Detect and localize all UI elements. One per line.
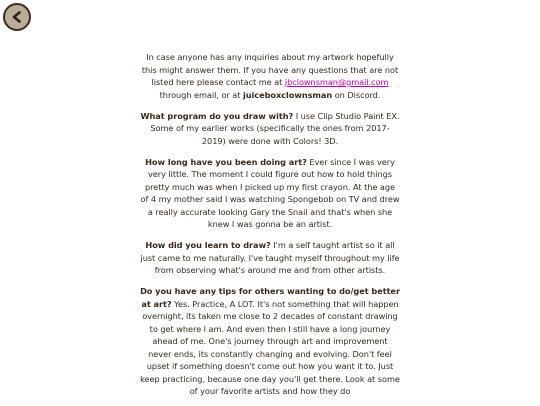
faq-item-how-long bbox=[140, 156, 400, 231]
faq-answer: I use Clip Studio Paint EX. Some of my earlier works (specifically the ones from 2017-2019) were done with Colors! 3D. bbox=[150, 110, 400, 146]
faq-answer: I'm a self taught artist so it all just came to me naturally. I've taught myself throughout my life from observing what's around me and from other artists. bbox=[140, 240, 400, 275]
faq-content bbox=[140, 51, 400, 406]
discord-handle: juiceboxclownsman bbox=[242, 89, 333, 100]
email-link[interactable]: jbclownsman@gmail.com bbox=[284, 77, 389, 87]
faq-item-program bbox=[140, 110, 400, 148]
faq-question: How long have you been doing art? bbox=[145, 156, 307, 167]
back-button[interactable] bbox=[3, 3, 31, 31]
intro-text: In case anyone has any inquiries about my artwork hopefully this might answer them. If you have any questions that are not listed here please contact me at bbox=[141, 52, 399, 87]
faq-item-tips bbox=[140, 285, 400, 398]
faq-answer: Yes. Practice, A LOT. It's not something that will happen overnight, its taken me close to 2 decades of constant drawing to get where I am. And even then I still have a long journey ahead of me. One's journey through art and improvement never ends, its constantly changing and evolving. Don't feel upset if something doesn't come out how you want it to. Just keep practicing, because one day you'll get there. Look at some of your favorite artists and how they do bbox=[140, 298, 400, 396]
faq-question: Do you have any tips for others wanting to do/get better at art? bbox=[140, 286, 400, 309]
faq-question: How did you learn to draw? bbox=[145, 240, 271, 250]
faq-item-learn bbox=[140, 239, 400, 277]
faq-question: What program do you draw with? bbox=[140, 110, 294, 121]
intro-text-after: on Discord. bbox=[332, 89, 381, 100]
arrow-left-icon bbox=[10, 10, 24, 24]
intro-paragraph bbox=[140, 51, 400, 101]
intro-text-between: through email, or at bbox=[159, 89, 243, 100]
faq-answer: Ever since I was very very little. The moment I could figure out how to hold things pretty much was when I picked up my first crayon. At the age of 4 my mother said I was watching Spongebob on TV and drew a really accurate looking Gary the Snail and that's when she knew I was gonna be an artist. bbox=[140, 156, 400, 229]
